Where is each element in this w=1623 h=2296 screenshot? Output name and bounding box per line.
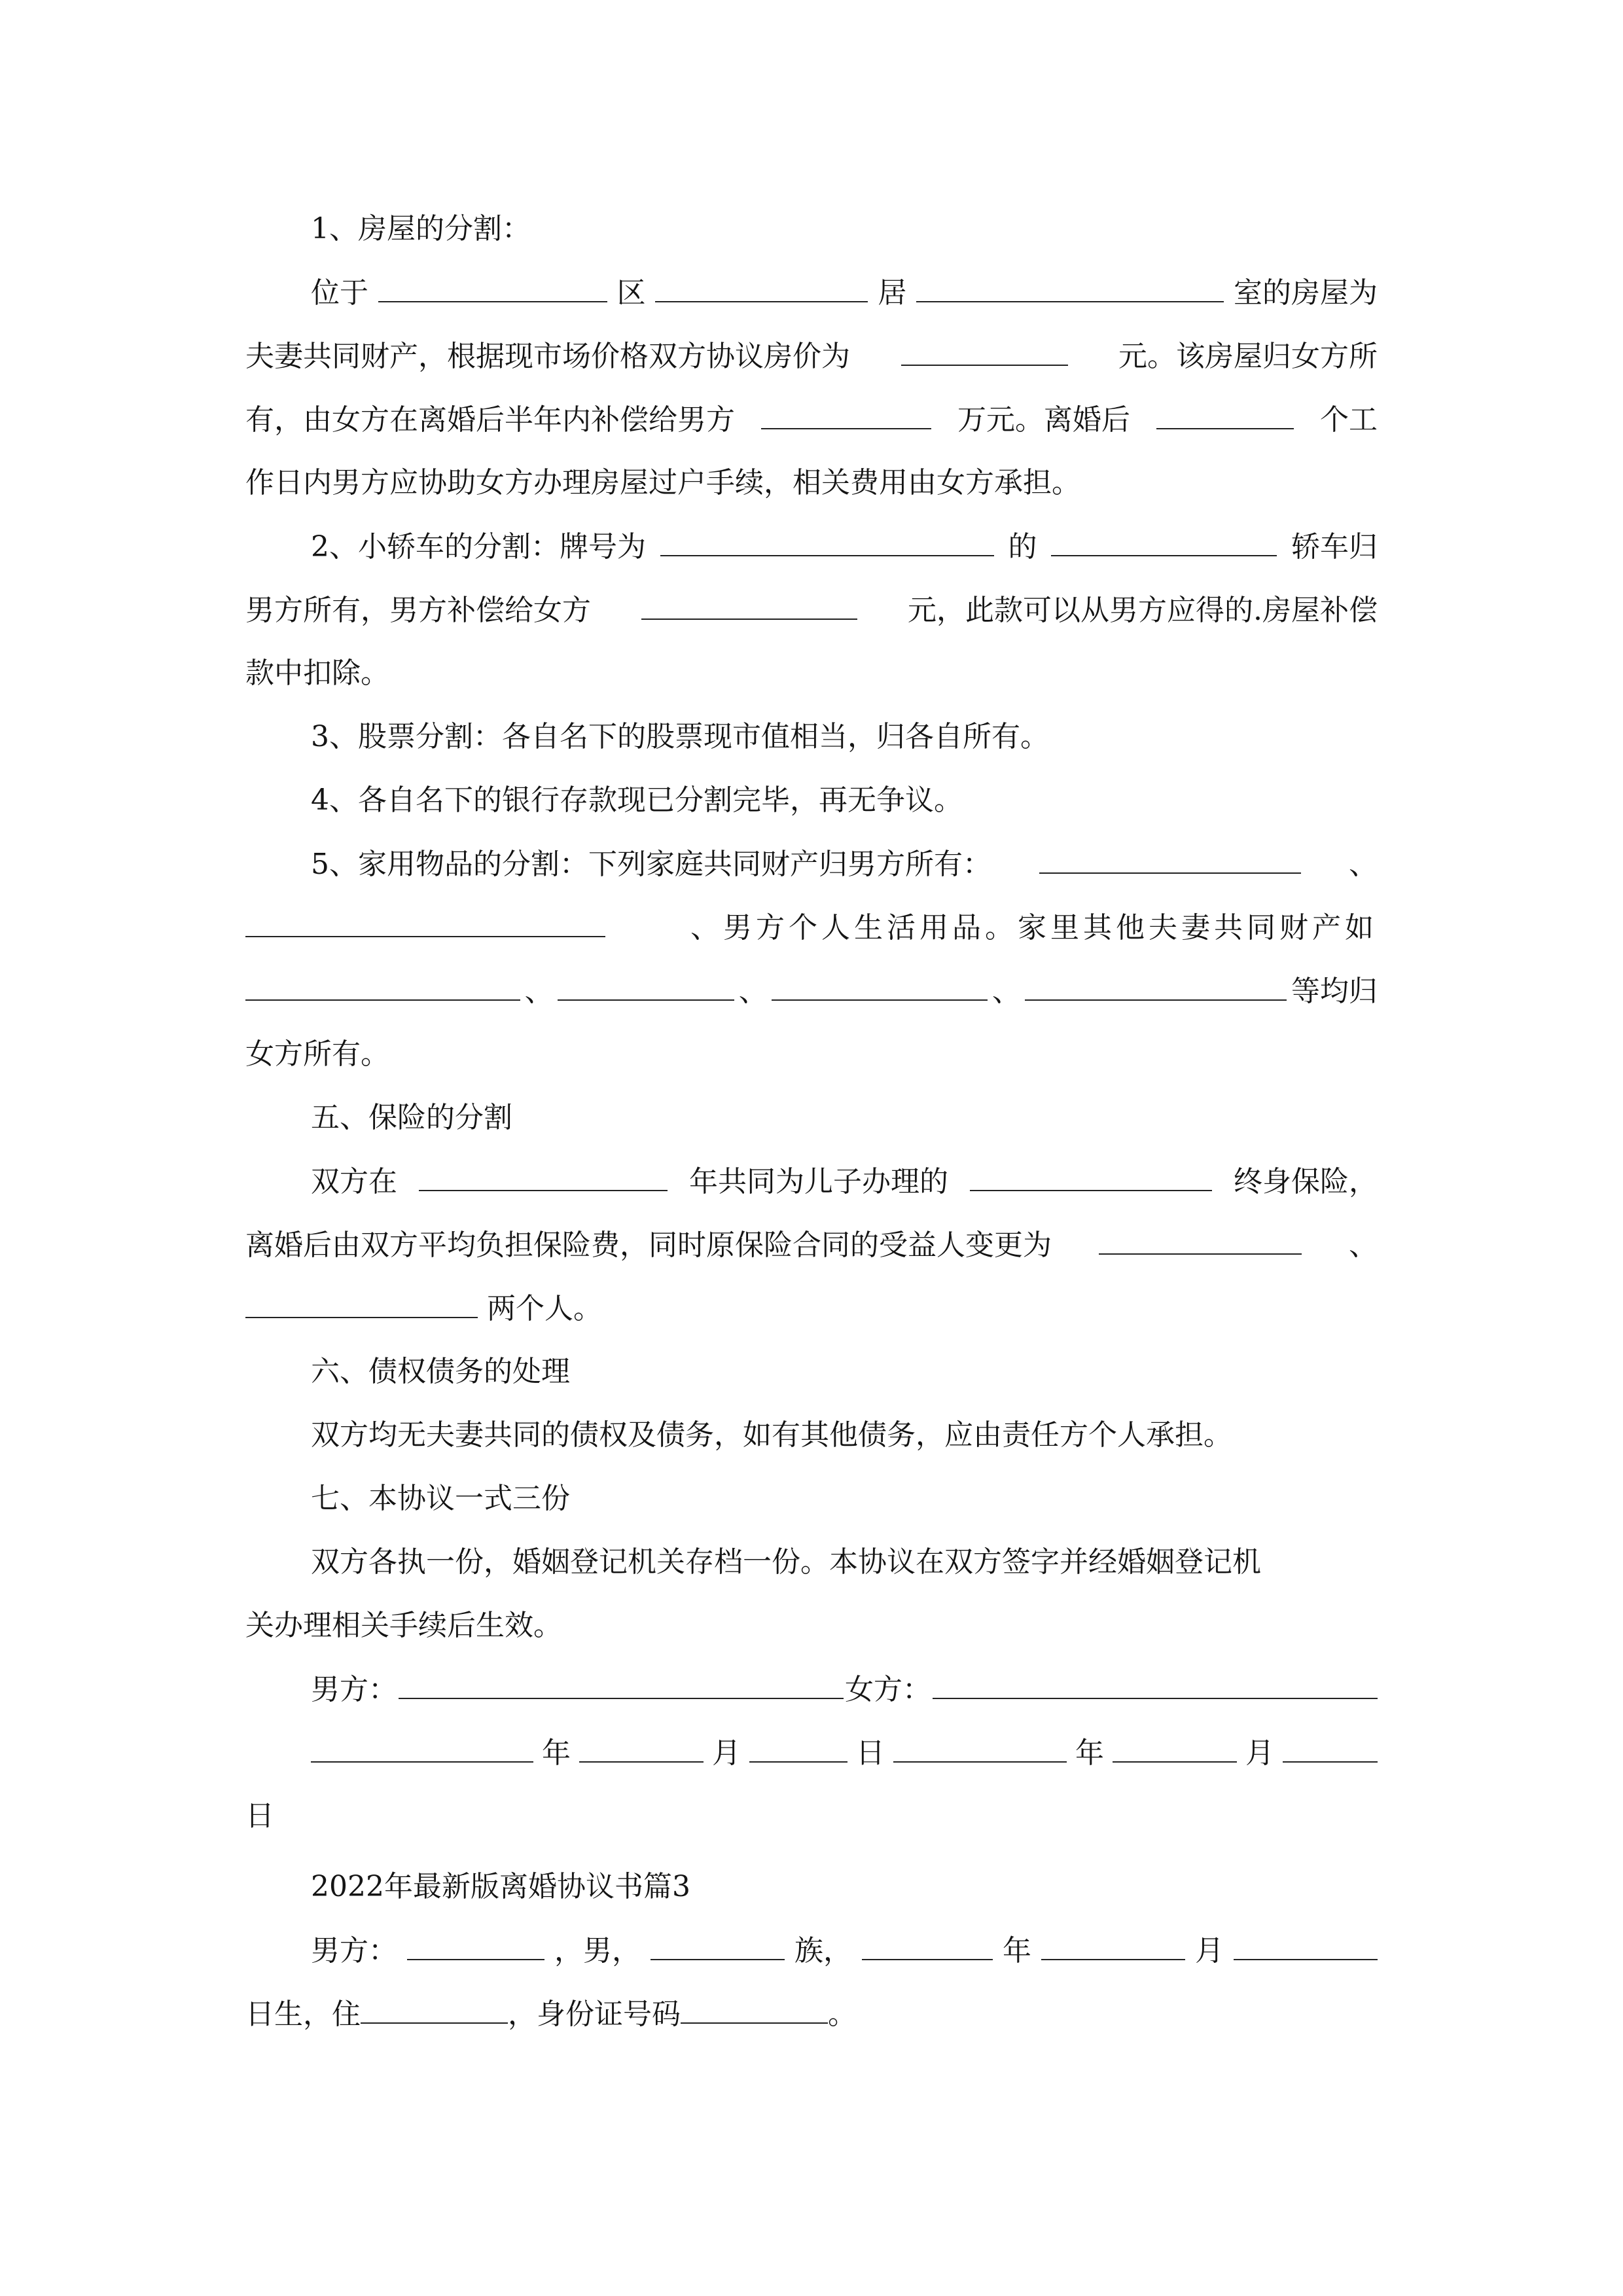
female-item-1-blank[interactable] <box>245 968 520 1001</box>
household-line-1: 5、家用物品的分割：下列家庭共同财产归男方所有： 、 <box>245 841 1378 887</box>
house-compensation-line: 有，由女方在离婚后半年内补偿给男方 万元。离婚后 个工 <box>245 397 1378 442</box>
address-blank[interactable] <box>361 1991 508 2024</box>
part3-line-2: 日生，住 ，身份证号码 。 <box>245 1991 1378 2037</box>
male-month-blank[interactable] <box>579 1730 704 1763</box>
insurance-year-blank[interactable] <box>419 1158 668 1191</box>
house-price-blank[interactable] <box>901 333 1068 366</box>
beneficiary-2-blank[interactable] <box>245 1285 478 1318</box>
house-transfer-line: 作日内男方应协助女方办理房屋过户手续，相关费用由女方承担。 <box>245 466 1080 499</box>
household-line-4: 女方所有。 <box>245 1037 389 1071</box>
car-line-1: 2、小轿车的分割：牌号为 的 轿车归 <box>245 524 1378 569</box>
signature-line: 男方： 女方： <box>245 1666 1378 1712</box>
part3-line-1: 男方： ，男， 族， 年 月 <box>245 1928 1378 1973</box>
house-location-line: 位于 区 居 室的房屋为 <box>245 270 1378 315</box>
insurance-heading: 五、保险的分割 <box>311 1101 512 1134</box>
insurance-type-blank[interactable] <box>970 1158 1212 1191</box>
stock-line: 3、股票分割：各自名下的股票现市值相当，归各自所有。 <box>311 720 1049 753</box>
car-line-3: 款中扣除。 <box>245 656 389 690</box>
debt-heading: 六、债权债务的处理 <box>311 1355 570 1388</box>
female-month-blank[interactable] <box>1113 1730 1237 1763</box>
birth-month-blank[interactable] <box>1041 1928 1185 1960</box>
insurance-line-1: 双方在 年共同为儿子办理的 终身保险， <box>245 1158 1378 1204</box>
beneficiary-1-blank[interactable] <box>1099 1222 1302 1255</box>
female-item-4-blank[interactable] <box>1025 968 1287 1001</box>
plate-number-blank[interactable] <box>660 524 994 556</box>
copies-heading: 七、本协议一式三份 <box>311 1482 570 1515</box>
room-blank[interactable] <box>916 270 1224 302</box>
debt-body: 双方均无夫妻共同的债权及债务，如有其他债务，应由责任方个人承担。 <box>311 1418 1232 1452</box>
signature-day-line: 日 <box>245 1799 274 1833</box>
birth-day-blank[interactable] <box>1234 1928 1378 1960</box>
house-price-line: 夫妻共同财产，根据现市场价格双方协议房价为 元。该房屋归女方所 <box>245 333 1378 379</box>
district-blank[interactable] <box>378 270 607 302</box>
male-item-2-blank[interactable] <box>245 905 605 937</box>
male-day-blank[interactable] <box>749 1730 847 1763</box>
male-name-blank[interactable] <box>407 1928 544 1960</box>
house-heading: 1、房屋的分割： <box>311 212 531 245</box>
copies-line-2: 关办理相关手续后生效。 <box>245 1609 562 1642</box>
working-days-blank[interactable] <box>1156 397 1294 429</box>
residence-blank[interactable] <box>655 270 868 302</box>
household-line-2: 、男方个人生活用品。家里其他夫妻共同财产如 <box>245 905 1378 950</box>
id-number-blank[interactable] <box>681 1991 828 2024</box>
female-item-3-blank[interactable] <box>772 968 988 1001</box>
male-year-blank[interactable] <box>311 1730 533 1763</box>
car-model-blank[interactable] <box>1051 524 1277 556</box>
compensation-amount-blank[interactable] <box>761 397 931 429</box>
car-line-2: 男方所有，男方补偿给女方 元，此款可以从男方应得的.房屋补偿 <box>245 587 1378 633</box>
household-line-3: 、 、 、 等均归 <box>245 968 1378 1014</box>
male-item-1-blank[interactable] <box>1039 841 1301 874</box>
car-compensation-blank[interactable] <box>641 587 857 620</box>
female-year-blank[interactable] <box>893 1730 1067 1763</box>
insurance-line-2: 离婚后由双方平均负担保险费，同时原保险合同的受益人变更为 、 <box>245 1222 1378 1268</box>
bank-line: 4、各自名下的银行存款现已分割完毕，再无争议。 <box>311 783 963 817</box>
signature-date-line: 年 月 日 年 月 <box>245 1730 1378 1776</box>
female-signature-blank[interactable] <box>933 1666 1378 1699</box>
part3-title: 2022年最新版离婚协议书篇3 <box>311 1870 690 1903</box>
female-item-2-blank[interactable] <box>558 968 734 1001</box>
ethnicity-blank[interactable] <box>651 1928 785 1960</box>
birth-year-blank[interactable] <box>862 1928 993 1960</box>
female-day-blank[interactable] <box>1283 1730 1378 1763</box>
copies-line-1: 双方各执一份，婚姻登记机关存档一份。本协议在双方签字并经婚姻登记机 <box>311 1545 1261 1579</box>
male-signature-blank[interactable] <box>399 1666 844 1699</box>
insurance-line-3: 两个人。 <box>245 1285 1378 1331</box>
